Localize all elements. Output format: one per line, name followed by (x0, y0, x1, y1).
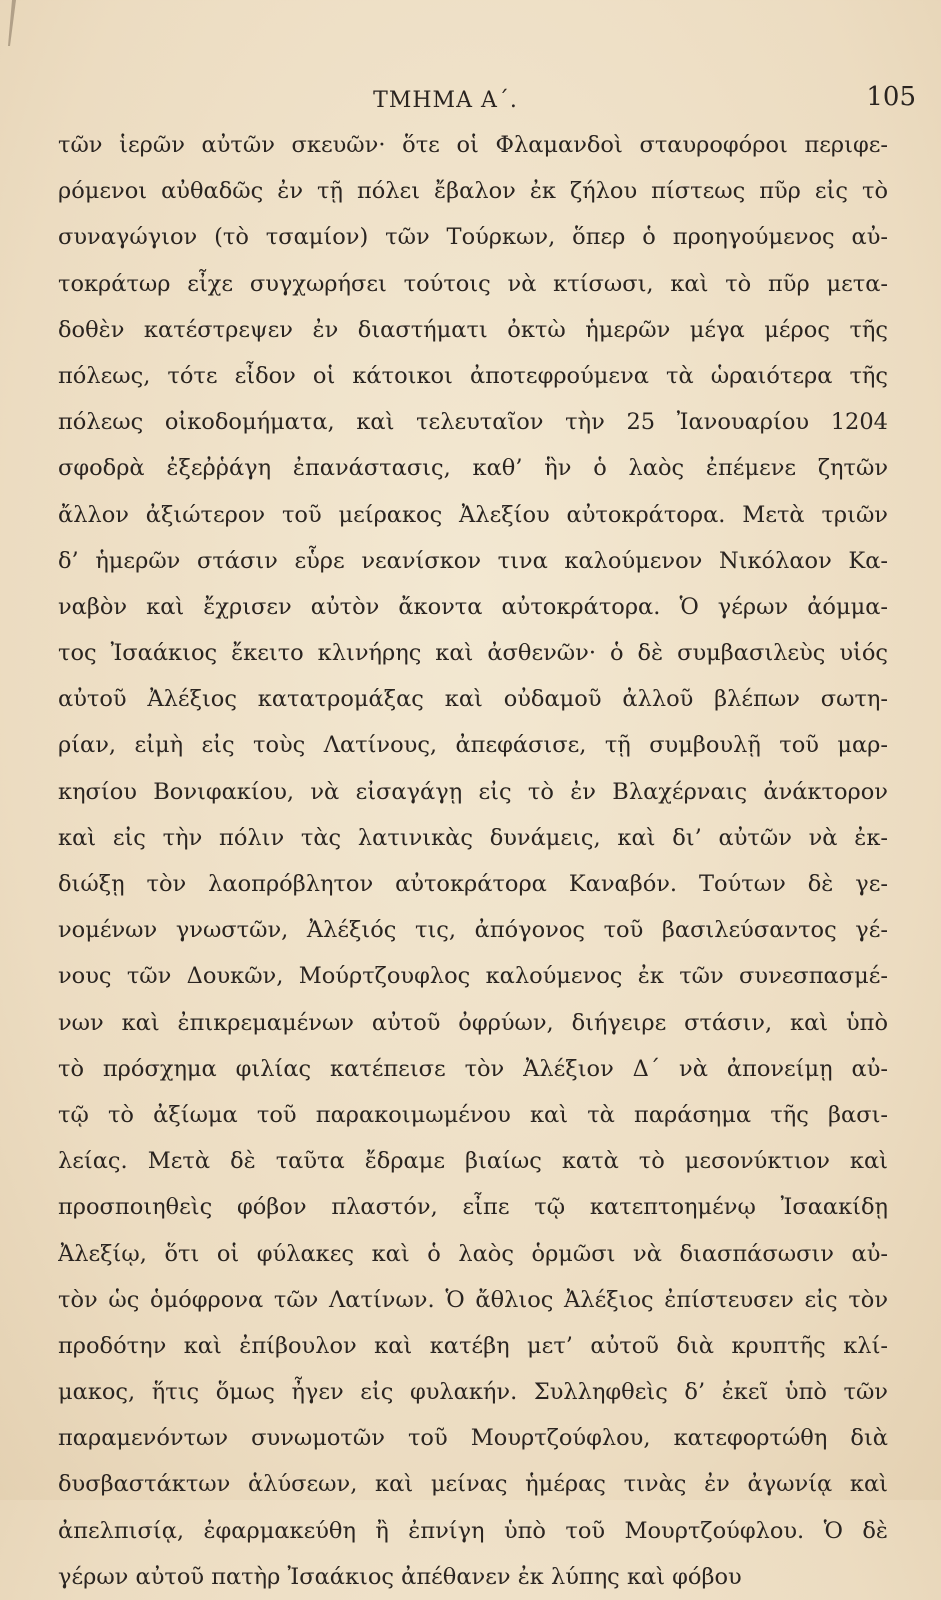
text-line: τος Ἰσαάκιος ἔκειτο κλινήρης καὶ ἀσθενῶν· ὁ δὲ συμβασιλεὺς υἱός (58, 640, 888, 667)
text-line: κησίου Βονιφακίου, νὰ εἰσαγάγῃ εἰς τὸ ἐν Βλαχέρναις ἀνάκτορον (58, 778, 888, 805)
text-line: λείας. Μετὰ δὲ ταῦτα ἔδραμε βιαίως κατὰ τὸ μεσονύκτιον καὶ (58, 1148, 888, 1175)
text-line: τὸ πρόσχημα φιλίας κατέπεισε τὸν Ἀλέξιον Δ΄ νὰ ἀπονείμῃ αὐ- (58, 1055, 888, 1082)
text-line: διώξῃ τὸν λαοπρόβλητον αὐτοκράτορα Καναβόν. Τούτων δὲ γε- (58, 871, 888, 897)
text-line: δοθὲν κατέστρεψεν ἐν διαστήματι ὀκτὼ ἡμερῶν μέγα μέρος τῆς (58, 316, 888, 343)
text-line: τῷ τὸ ἀξίωμα τοῦ παρακοιμωμένου καὶ τὰ παράσημα τῆς βασι- (58, 1101, 888, 1128)
text-line: ρόμενοι αὐθαδῶς ἐν τῇ πόλει ἔβαλον ἐκ ζήλου πίστεως πῦρ εἰς τὸ (58, 178, 888, 205)
text-line: τῶν ἱερῶν αὐτῶν σκευῶν· ὅτε οἱ Φλαμανδοὶ σταυροφόροι περιφε- (58, 132, 888, 158)
text-line: ρίαν, εἰμὴ εἰς τοὺς Λατίνους, ἀπεφάσισε, τῇ συμβουλῇ τοῦ μαρ- (58, 732, 888, 759)
text-line: ναβὸν καὶ ἔχρισεν αὐτὸν ἄκοντα αὐτοκράτορα. Ὁ γέρων ἀόμμα- (58, 593, 888, 620)
text-line: καὶ εἰς τὴν πόλιν τὰς λατινικὰς δυνάμεις, καὶ δι’ αὐτῶν νὰ ἐκ- (58, 824, 888, 851)
section-title: ΤΜΗΜΑ Α΄. (373, 88, 518, 113)
text-line: σφοδρὰ ἐξεῤῥάγη ἐπανάστασις, καθ’ ἣν ὁ λαὸς ἐπέμενε ζητῶν (58, 455, 888, 482)
text-line: συναγώγιον (τὸ τσαμίον) τῶν Τούρκων, ὅπερ ὁ προηγούμενος αὐ- (58, 224, 888, 251)
ink-mark (0, 0, 22, 48)
text-line: νους τῶν Δουκῶν, Μούρτζουφλος καλούμενος ἐκ τῶν συνεσπασμέ- (58, 963, 888, 990)
page-number: 105 (866, 82, 916, 112)
text-line: τοκράτωρ εἶχε συγχωρήσει τούτοις νὰ κτίσωσι, καὶ τὸ πῦρ μετα- (58, 270, 888, 297)
text-line: προσποιηθεὶς φόβον πλαστόν, εἶπε τῷ κατεπτοημένῳ Ἰσαακίδῃ (58, 1194, 888, 1221)
text-line: γέρων αὐτοῦ πατὴρ Ἰσαάκιος ἀπέθανεν ἐκ λύπης καὶ φόβου (58, 1563, 742, 1590)
body-text (58, 122, 888, 1600)
text-line: τὸν ὡς ὁμόφρονα τῶν Λατίνων. Ὁ ἄθλιος Ἀλέξιος ἐπίστευσεν εἰς τὸν (58, 1286, 888, 1313)
text-line: ἄλλον ἀξιώτερον τοῦ μείρακος Ἀλεξίου αὐτοκράτορα. Μετὰ τριῶν (58, 501, 888, 528)
text-line: Ἀλεξίῳ, ὅτι οἱ φύλακες καὶ ὁ λαὸς ὁρμῶσι νὰ διασπάσωσιν αὐ- (58, 1240, 888, 1267)
running-header (60, 82, 916, 122)
text-line: νομένων γνωστῶν, Ἀλέξιός τις, ἀπόγονος τοῦ βασιλεύσαντος γέ- (58, 917, 888, 944)
text-line: παραμενόντων συνωμοτῶν τοῦ Μουρτζούφλου, κατεφορτώθη διὰ (58, 1425, 888, 1452)
text-line: ἀπελπισίᾳ, ἐφαρμακεύθη ἢ ἐπνίγη ὑπὸ τοῦ Μουρτζούφλου. Ὁ δὲ (58, 1517, 888, 1544)
text-line: πόλεως, τότε εἶδον οἱ κάτοικοι ἀποτεφρούμενα τὰ ὡραιότερα τῆς (58, 362, 888, 389)
text-line: προδότην καὶ ἐπίβουλον καὶ κατέβη μετ’ αὐτοῦ διὰ κρυπτῆς κλί- (58, 1332, 888, 1359)
text-line: δ’ ἡμερῶν στάσιν εὗρε νεανίσκον τινα καλούμενον Νικόλαον Κα- (58, 547, 888, 574)
text-line: δυσβαστάκτων ἁλύσεων, καὶ μείνας ἡμέρας τινὰς ἐν ἀγωνίᾳ καὶ (58, 1471, 888, 1498)
text-line: μακος, ἥτις ὅμως ἦγεν εἰς φυλακήν. Συλληφθεὶς δ’ ἐκεῖ ὑπὸ τῶν (58, 1379, 888, 1406)
text-line: αὐτοῦ Ἀλέξιος κατατρομάξας καὶ οὐδαμοῦ ἀλλοῦ βλέπων σωτη- (58, 686, 888, 713)
text-line: νων καὶ ἐπικρεμαμένων αὐτοῦ ὀφρύων, διήγειρε στάσιν, καὶ ὑπὸ (58, 1009, 888, 1036)
text-line: πόλεως οἰκοδομήματα, καὶ τελευταῖον τὴν 25 Ἰανουαρίου 1204 (58, 409, 888, 436)
